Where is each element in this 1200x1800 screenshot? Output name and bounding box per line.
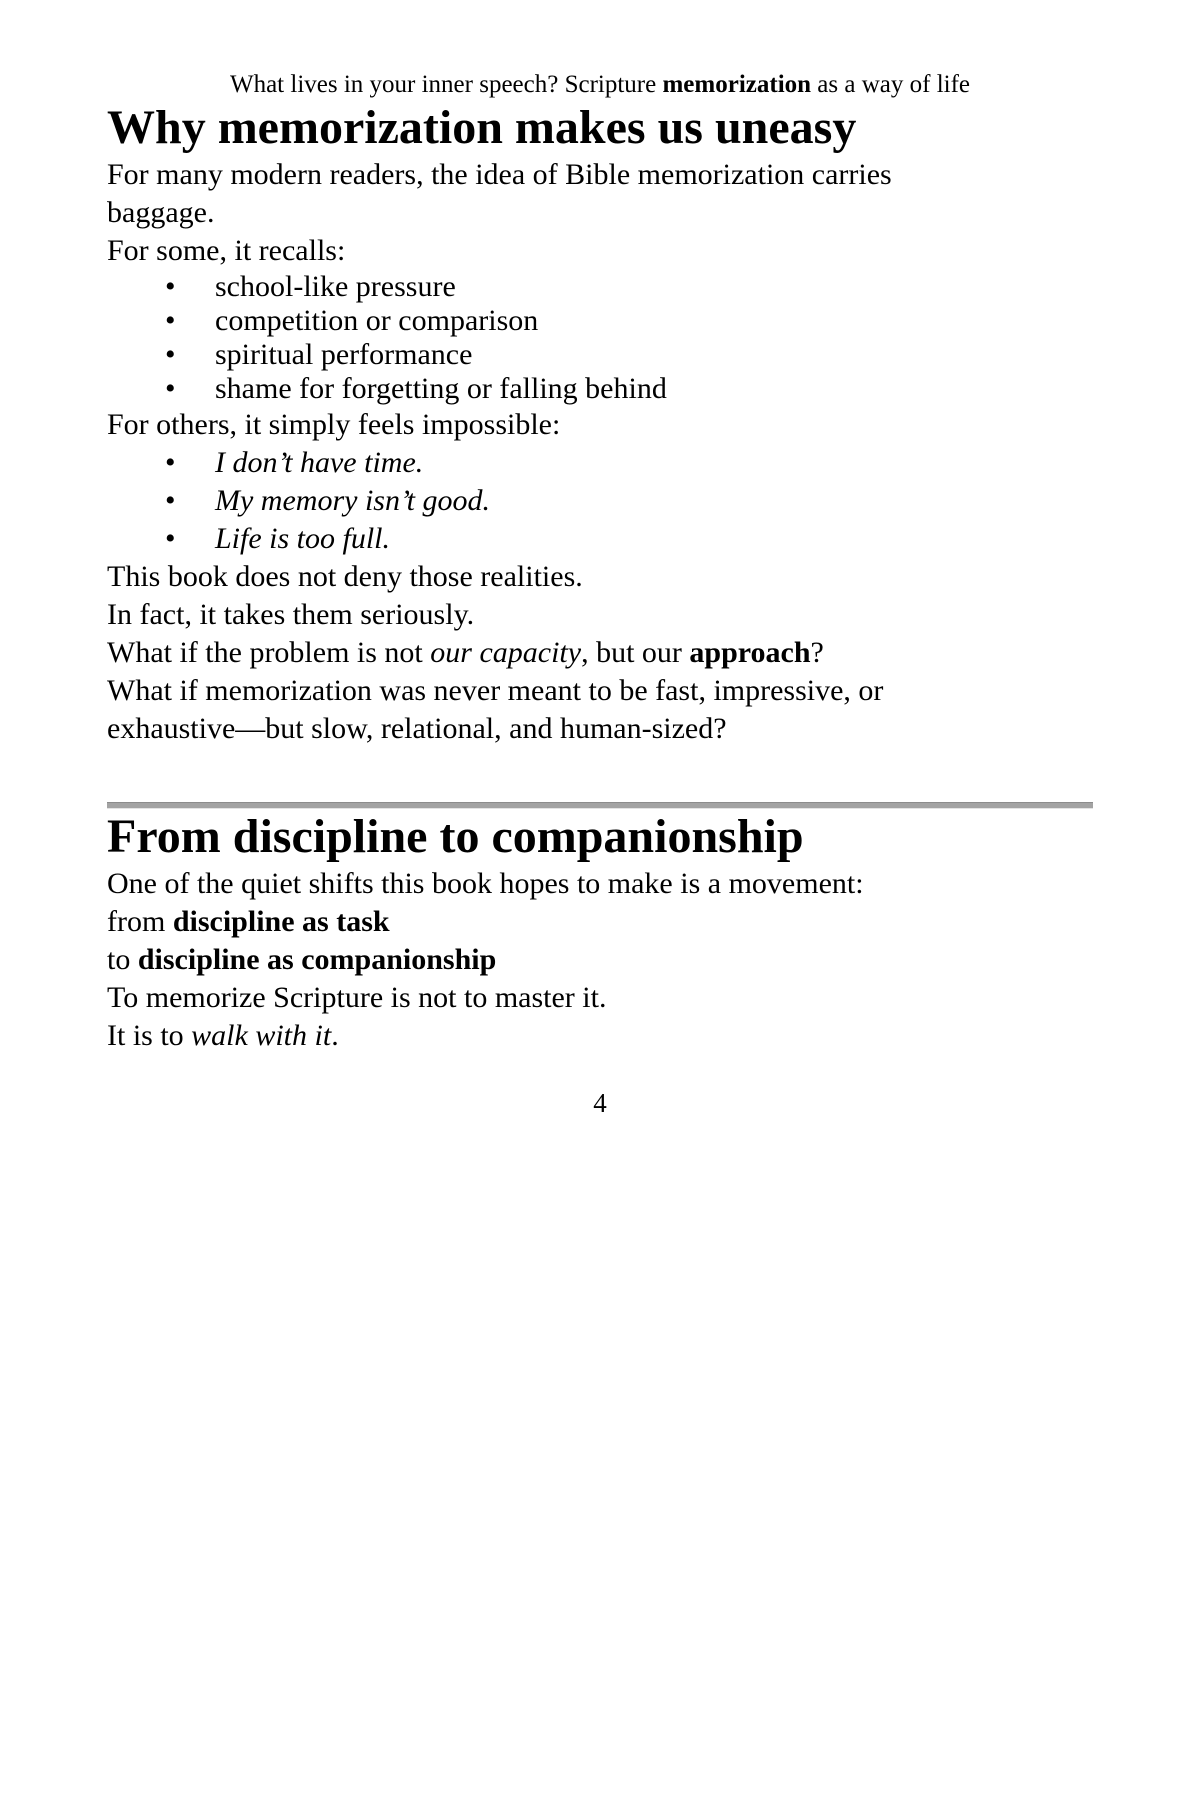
- paragraph-task-companionship: [107, 903, 1093, 979]
- paragraph-quiet-shifts: One of the quiet shifts this book hopes to make is a movement:: [107, 867, 864, 900]
- paragraph-run-bold: approach: [689, 636, 811, 669]
- list-item: • Life is too full.: [165, 520, 1093, 558]
- list-item: • My memory isn’t good.: [165, 482, 1093, 520]
- paragraph-line: What if memorization was never meant to be fast, impressive, or: [107, 674, 884, 707]
- paragraph-line: For many modern readers, the idea of Bible memorization carries: [107, 158, 892, 191]
- paragraph-deny-realities: This book does not deny those realities.: [107, 560, 583, 593]
- running-head-emphasis: memorization: [662, 71, 812, 98]
- paragraph-run-italic: walk with it: [191, 1019, 332, 1052]
- section-heading-companionship: From discipline to companionship: [107, 810, 804, 863]
- paragraph-run: It is to: [107, 1019, 192, 1052]
- list-item: • competition or comparison: [165, 304, 1093, 338]
- paragraph-takes-seriously: In fact, it takes them seriously.: [107, 598, 475, 631]
- paragraph-run-italic: our capacity: [430, 636, 582, 669]
- paragraph-human-sized: [107, 672, 1093, 748]
- paragraph-run: What if the problem is not: [107, 636, 431, 669]
- paragraph-capacity-approach: [107, 634, 1093, 672]
- paragraph-line: exhaustive—but slow, relational, and human-sized?: [107, 712, 727, 745]
- paragraph-for-others: For others, it simply feels impossible:: [107, 408, 561, 441]
- section-heading-why-memorization: Why memorization makes us uneasy: [107, 101, 857, 154]
- running-head-text: What lives in your inner speech? Scripture: [229, 71, 663, 98]
- horizontal-rule: [107, 802, 1093, 809]
- list-item: • spiritual performance: [165, 338, 1093, 372]
- paragraph-run: from: [107, 905, 173, 938]
- paragraph-run: ?: [810, 636, 824, 669]
- page-number: 4: [593, 1088, 607, 1118]
- paragraph-run: .: [331, 1019, 339, 1052]
- bullet-list-impossible: [107, 444, 1093, 558]
- paragraph-line: baggage.: [107, 196, 215, 229]
- paragraph-run-bold: discipline as companionship: [137, 943, 497, 976]
- paragraph-run: to: [107, 943, 138, 976]
- paragraph-run-bold: discipline as task: [172, 905, 390, 938]
- paragraph-walk-with-it: [107, 979, 1093, 1055]
- paragraph-baggage: [107, 156, 1093, 232]
- paragraph-line: To memorize Scripture is not to master it.: [107, 981, 607, 1014]
- list-item: • shame for forgetting or falling behind: [165, 372, 1093, 406]
- list-item: • school-like pressure: [165, 270, 1093, 304]
- running-head: [107, 70, 1093, 100]
- bullet-list-recalls: [107, 270, 1093, 406]
- running-head-text: as a way of life: [811, 71, 971, 98]
- paragraph-for-some: For some, it recalls:: [107, 234, 346, 267]
- paragraph-run: , but our: [581, 636, 690, 669]
- list-item: • I don’t have time.: [165, 444, 1093, 482]
